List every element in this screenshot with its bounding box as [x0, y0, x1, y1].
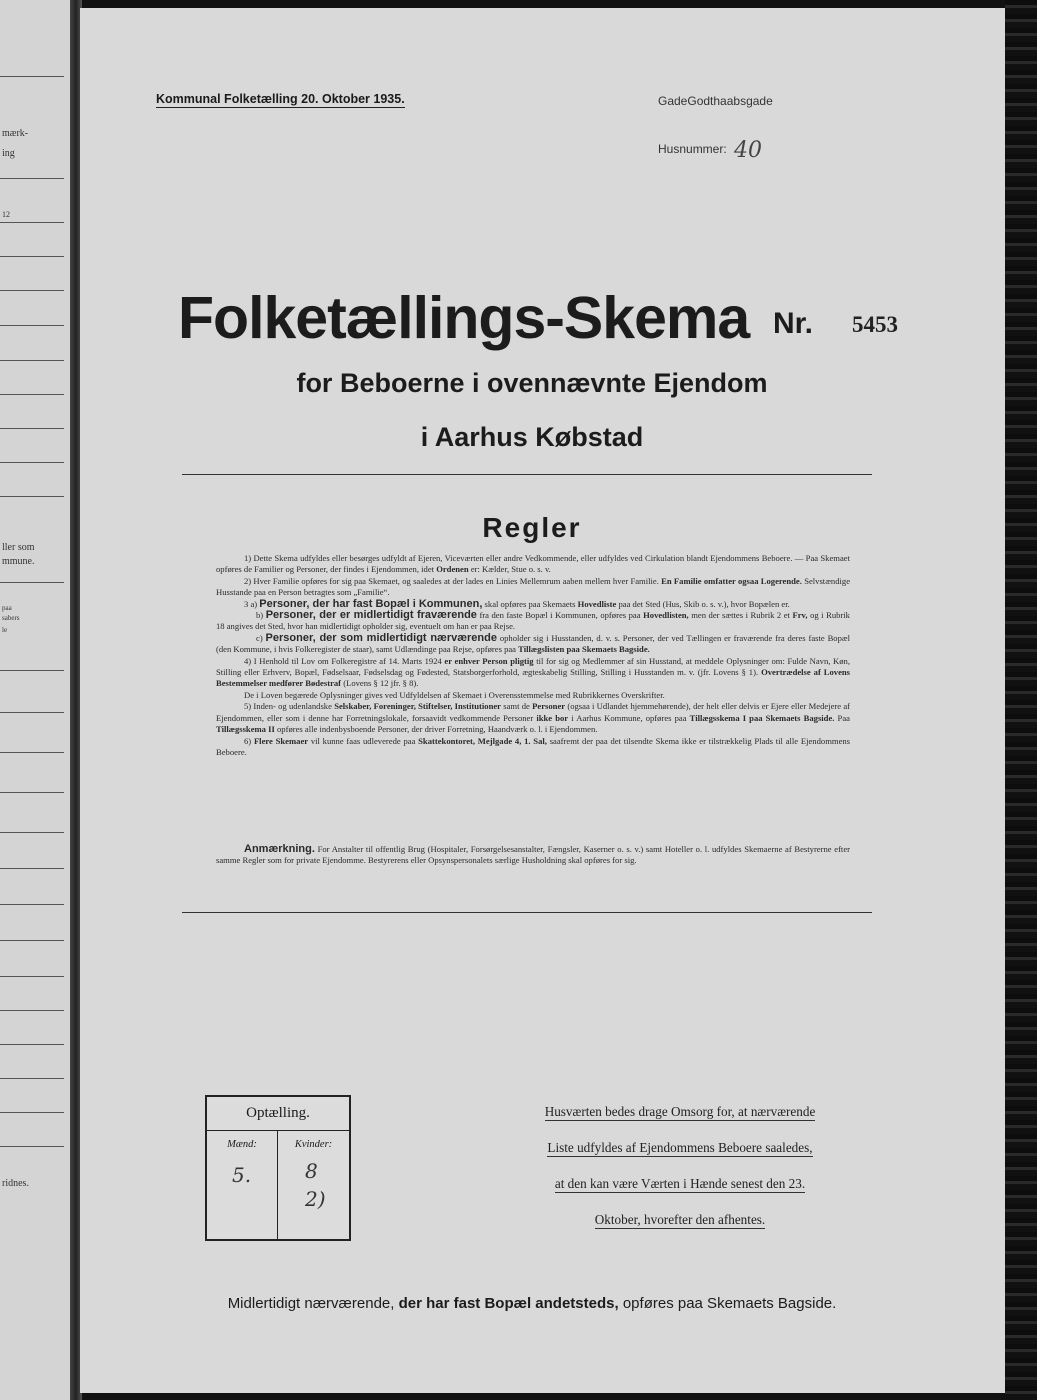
rule-5: 5) Inden- og udenlandske Selskaber, Foreninger, Stiftelser, Institutioner samt de Personer (ogsaa i Udlandet hjemmehørende), der helt eller delvis er Ejere eller Medejere af Ejendommen, eller som i denne har Forretningslokale, forsaavidt vedkommende Personer ikke bor i Aarhus Kommune, opføres paa Tillægsskema I paa Skemaets Bagside. Paa Tillægsskema II opføres alle indenbysboende Personer, der driver Forretning, Haandværk o. l. i Ejendommen.: [216, 701, 850, 735]
house-number-value: 40: [734, 138, 763, 163]
rule-4: 4) I Henhold til Lov om Folkeregistre af 14. Marts 1924 er enhver Person pligtig til for sig og Medlemmer af sin Husstand, at meddele Oplysninger om: Fulde Navn, Køn, Stilling eller Erhverv, Bopæl, Fødselsaar, Fødselsdag og Fødested, Statsborgerforhold, ægteskabelig Stilling, Stilling i Husstanden m. v. (jfr. Lovens § 1). Overtrædelse af Lovens Bestemmelser medfører Bødestraf (Lovens § 12 jfr. § 8).: [216, 655, 851, 689]
left-rule: [0, 1010, 64, 1011]
left-rule: [0, 832, 64, 833]
left-rule: [0, 290, 64, 291]
left-rule: [0, 1044, 64, 1045]
rule-3b: b) Personer, der er midlertidigt fraværende fra den faste Bopæl i Kommunen, opføres paa Hovedlisten, men der sættes i Rubrik 2 et Frv, og i Rubrik 18 angives det Sted, hvor han midlertidigt opholder sig, eventuelt om han er paa Rejse.: [216, 609, 850, 632]
left-fragment: mmune.: [2, 556, 35, 567]
left-fragment: mærk-: [2, 128, 29, 139]
form-number-value: 5453: [852, 312, 898, 337]
left-fragment: ller som: [2, 542, 35, 553]
subtitle-line-2: i Aarhus Købstad: [420, 422, 644, 452]
street-field: [658, 94, 773, 108]
men-column: [207, 1131, 278, 1239]
count-columns: [207, 1131, 349, 1239]
rule-6: 6) Flere Skemaer vil kunne faas udleverede paa Skattekontoret, Mejlgade 4, 1. Sal, saafremt der paa det tilsendte Skema ikke er tilstrækkelig Plads til alle Ejendommens Beboere.: [216, 735, 851, 757]
left-rule: [0, 940, 64, 941]
men-count: 5.: [232, 1163, 252, 1187]
count-box-title: Optælling.: [207, 1097, 349, 1131]
left-rule: [0, 178, 64, 179]
form-number-label: Nr.: [773, 307, 814, 340]
house-number-field: [658, 134, 763, 163]
census-date-heading: Kommunal Folketælling 20. Oktober 1935.: [156, 92, 405, 106]
divider-rule: [182, 912, 872, 913]
rules-heading: Regler: [482, 512, 582, 543]
left-fragment: ing: [2, 148, 15, 159]
count-box: [205, 1095, 351, 1241]
left-rule: [0, 428, 64, 429]
left-fragment: paa: [2, 604, 12, 612]
women-count-crossed: 8: [305, 1159, 318, 1183]
rule-3c: c) Personer, der som midlertidigt nærværende opholder sig i Husstanden, d. v. s. Personer, der ved Tællingen er fraværende fra deres faste Bopæl (den Kommune, i hvis Folkeregister de staar), samt Udlændinge paa Rejse, opføres paa Tillægslisten paa Skemaets Bagside.: [216, 631, 851, 655]
census-form-page: [80, 8, 1005, 1393]
left-rule: [0, 1146, 64, 1147]
landlord-notice-line: Liste udfyldes af Ejendommens Beboere saaledes,: [547, 1140, 813, 1155]
women-count: 2): [305, 1187, 326, 1211]
landlord-notice-line: Oktober, hvorefter den afhentes.: [594, 1212, 766, 1227]
rule-1: 1) Dette Skema udfyldes eller besørges udfyldt af Ejeren, Viceværten eller andre Vedkommende, eller udfyldes ved Cirkulation blandt Ejendommens Beboere. — Paa Skemaet opføres de Familier og Personer, der findes i Ejendommen, idet Ordenen er: Kælder, Stue o. s. v.: [216, 553, 850, 575]
left-rule: [0, 582, 64, 583]
left-rule: [0, 360, 64, 361]
left-rule: [0, 222, 64, 223]
left-fragment: le: [2, 626, 8, 634]
left-rule: [0, 462, 64, 463]
subtitle-line-1: for Beboerne i ovennævnte Ejendom: [296, 368, 768, 398]
rule-2: 2) Hver Familie opføres for sig paa Skemaet, og saaledes at der lades en Linies Mellemrum aaben mellem hver Familie. En Familie omfatter ogsaa Logerende. Selvstændige Husstande paa en Person betragtes som „Familie“.: [216, 575, 851, 598]
binding-edge: [1005, 0, 1037, 1400]
divider-rule: [182, 474, 872, 475]
left-rule: [0, 1112, 64, 1113]
left-rule: [0, 256, 64, 257]
left-fragment: 12: [2, 210, 10, 219]
women-label: Kvinder:: [294, 1139, 333, 1150]
house-number-label: Husnummer:: [658, 142, 727, 156]
left-rule: [0, 1078, 64, 1079]
left-rule: [0, 752, 64, 753]
remark-text: [216, 844, 850, 867]
remark-body: For Anstalter til offentlig Brug (Hospitaler, Forsørgelsesanstalter, Fængsler, Kaserner o. s. v.) samt Hoteller o. l. udfyldes Skemaerne af Bestyrerne efter samme Regler som for private Ejendomme. Bestyrerens eller Opsynspersonalets særlige Husholdning skal opføres for sig.: [216, 844, 850, 866]
rule-4b: De i Loven begærede Oplysninger gives ved Udfyldelsen af Skemaet i Overensstemmelse med Rubrikkernes Overskrifter.: [244, 689, 665, 700]
left-rule: [0, 496, 64, 497]
left-fragment: ridnes.: [2, 1178, 29, 1189]
left-rule: [0, 868, 64, 869]
left-rule: [0, 792, 64, 793]
remark-label: Anmærkning.: [244, 843, 315, 855]
left-rule: [0, 670, 64, 671]
left-rule: [0, 394, 64, 395]
women-column: [278, 1131, 349, 1239]
landlord-notice-line: at den kan være Værten i Hænde senest den 23.: [554, 1176, 806, 1191]
landlord-notice-line: Husværten bedes drage Omsorg for, at nærværende: [544, 1104, 816, 1119]
left-rule: [0, 976, 64, 977]
street-label: Gade: [658, 94, 688, 108]
rule-3a: 3 a) Personer, der har fast Bopæl i Kommunen, skal opføres paa Skemaets Hovedliste paa det Sted (Hus, Skib o. s. v.), hvor Bopælen er.: [244, 597, 790, 610]
left-rule: [0, 904, 64, 905]
left-fragment: sabers: [2, 614, 20, 622]
left-rule: [0, 76, 64, 77]
left-rule: [0, 325, 64, 326]
men-label: Mænd:: [227, 1139, 257, 1150]
street-value: Godthaabsgade: [687, 94, 773, 108]
footer-note: Midlertidigt nærværende, der har fast Bopæl andetsteds, opføres paa Skemaets Bagside.: [227, 1295, 837, 1312]
left-rule: [0, 712, 64, 713]
left-page-edge: [0, 0, 72, 1400]
rules-text: [216, 553, 850, 758]
form-title: Folketællings-Skema: [178, 285, 750, 351]
